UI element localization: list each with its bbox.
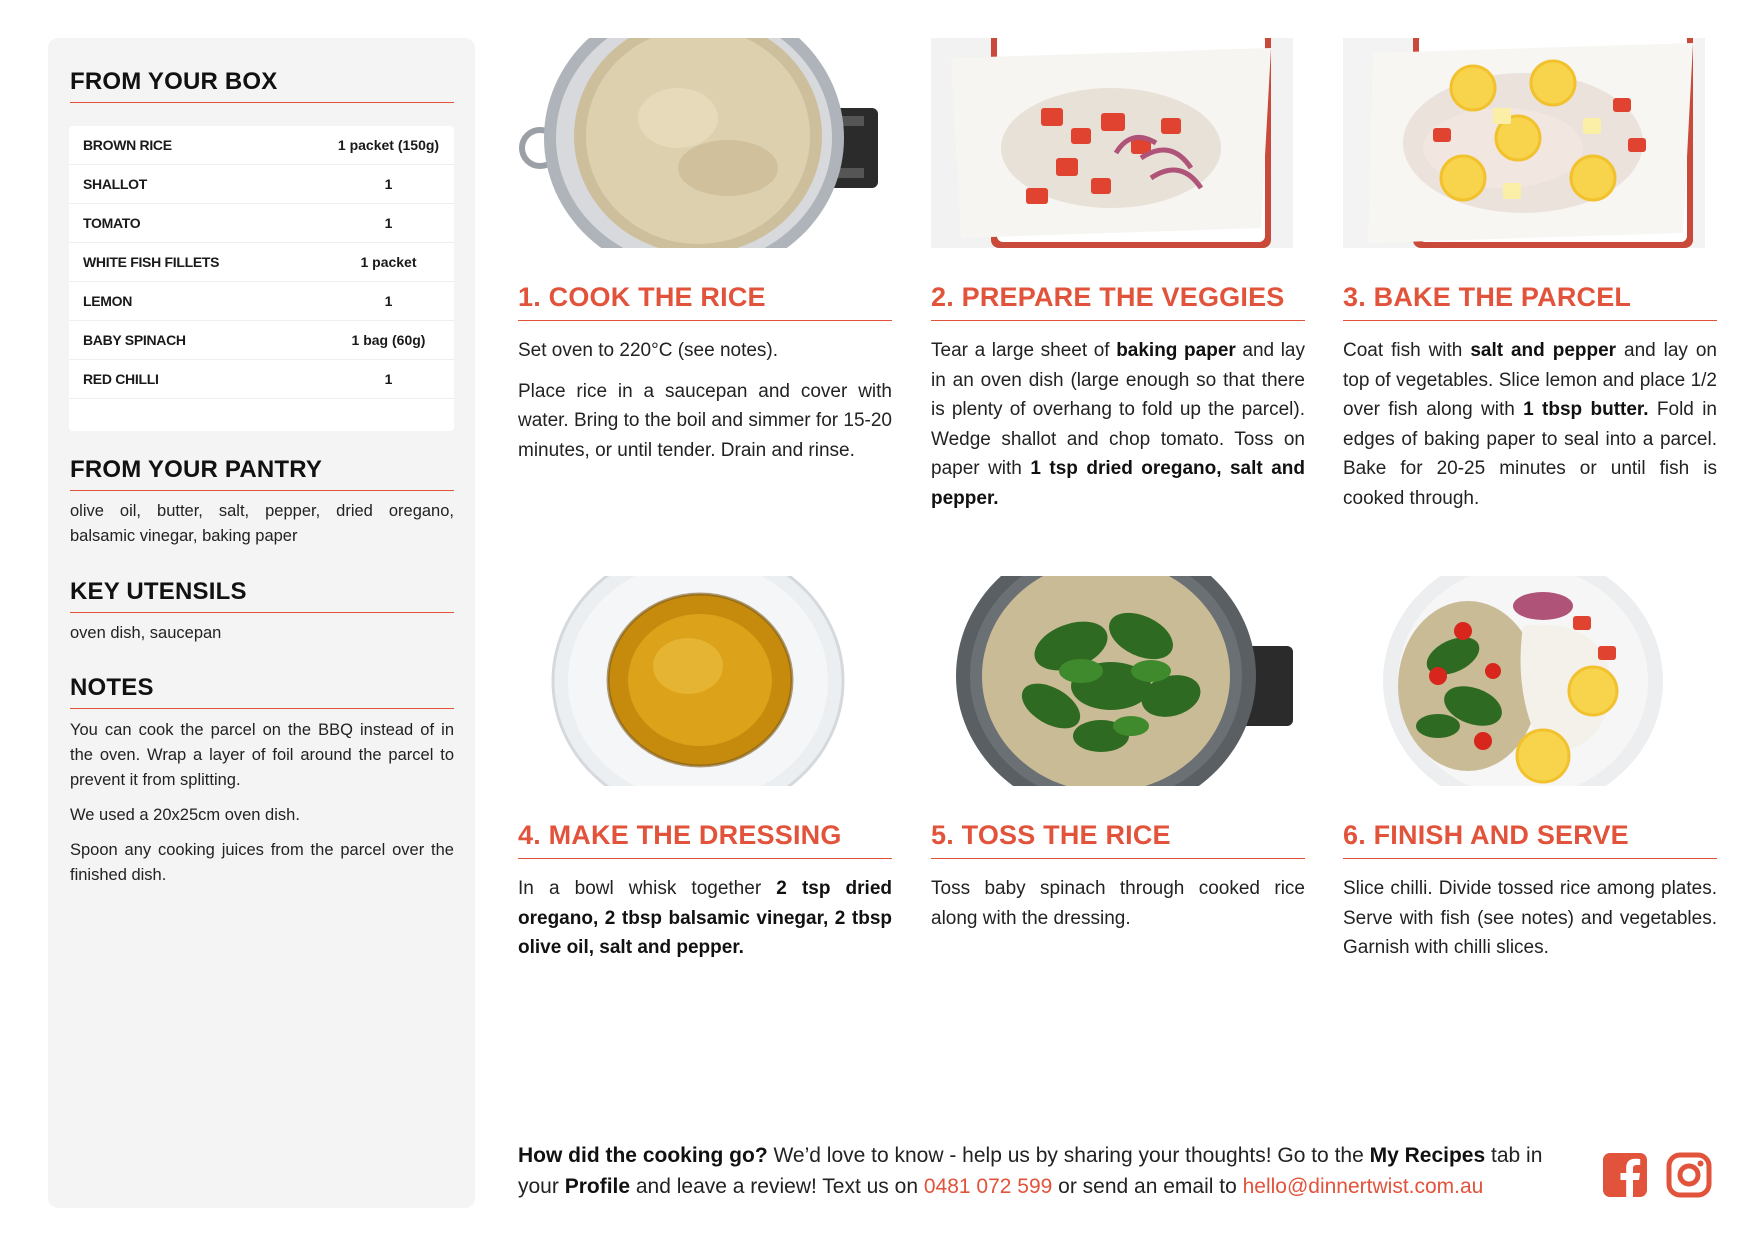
- ingredient-name: TOMATO: [83, 215, 141, 231]
- veggies-on-paper-image: [931, 38, 1293, 248]
- step-text-segment: Set oven to 220°C (see notes).: [518, 340, 779, 361]
- fish-parcel-image: [1343, 38, 1705, 248]
- ingredient-row: [69, 282, 454, 321]
- ingredient-row: [69, 321, 454, 360]
- step-text-segment: In a bowl whisk together: [518, 878, 777, 899]
- ingredient-qty: 1 bag (60g): [351, 332, 426, 348]
- email-link[interactable]: hello@dinnertwist.com.au: [1242, 1175, 1484, 1198]
- step-paragraph: [518, 377, 892, 466]
- step-text: [1343, 336, 1717, 524]
- finished-plate-image: [1343, 576, 1705, 786]
- step-text: [518, 336, 892, 476]
- footer-text: We’d love to know - help us by sharing your thoughts! Go to the: [767, 1144, 1370, 1167]
- ingredient-qty: 1: [384, 293, 393, 309]
- utensils-text: oven dish, saucepan: [70, 624, 222, 642]
- step-ingredient-emphasis: baking paper: [1116, 340, 1236, 361]
- ingredient-qty: 1 packet (150g): [337, 137, 440, 153]
- spinach-rice-pan-image: [931, 576, 1293, 786]
- step-text-segment: Slice chilli. Divide tossed rice among plates. Serve with fish (see notes) and vegetables. Garnish with chilli slices.: [1343, 878, 1717, 958]
- step-paragraph: [1343, 874, 1717, 963]
- footer-text: and leave a review! Text us on: [630, 1175, 924, 1198]
- ingredient-qty: 1: [384, 371, 393, 387]
- phone-link[interactable]: 0481 072 599: [923, 1175, 1053, 1198]
- step-text: [931, 336, 1305, 524]
- ingredient-name: BABY SPINACH: [83, 332, 186, 348]
- step-ingredient-emphasis: salt and pepper: [1470, 340, 1617, 361]
- ingredient-row: [69, 204, 454, 243]
- ingredient-name: LEMON: [83, 293, 133, 309]
- step-ingredient-emphasis: 2 tsp dried oregano, 2 tbsp balsamic vinegar, 2 tbsp olive oil, salt and pepper.: [518, 878, 892, 958]
- step-text-segment: Tear a large sheet of: [931, 340, 1117, 361]
- notes-title: NOTES: [70, 674, 454, 709]
- step-text-segment: and lay in an oven dish (large enough so that there is plenty of overhang to fold up the parcel). Wedge shallot and chop tomato. Toss on paper with: [931, 340, 1306, 479]
- ingredient-row: [69, 165, 454, 204]
- ingredient-row: [69, 360, 454, 399]
- notes-text: [70, 718, 454, 898]
- step-text-segment: Coat fish with: [1343, 340, 1471, 361]
- step-paragraph: [931, 336, 1305, 513]
- footer-text: or send an email to: [1052, 1175, 1243, 1198]
- rice-in-strainer-image: [518, 38, 880, 248]
- box-title: FROM YOUR BOX: [70, 68, 454, 103]
- ingredient-qty: 1: [384, 215, 393, 231]
- step-ingredient-emphasis: 1 tbsp butter.: [1523, 399, 1649, 420]
- utensils-title: KEY UTENSILS: [70, 578, 454, 613]
- step-text-segment: Fold in edges of baking paper to seal into a parcel. Bake for 20-25 minutes or until fish is cooked through.: [1343, 399, 1717, 509]
- note-item: You can cook the parcel on the BBQ instead of in the oven. Wrap a layer of foil around the parcel to prevent it from splitting.: [70, 721, 454, 789]
- ingredient-row: [69, 126, 454, 165]
- footer-question: How did the cooking go?: [518, 1144, 768, 1167]
- step-title: 4. MAKE THE DRESSING: [518, 820, 892, 859]
- facebook-icon[interactable]: [1602, 1152, 1648, 1198]
- step-text: [1343, 874, 1717, 974]
- profile-link[interactable]: Profile: [564, 1175, 631, 1198]
- step-paragraph: [518, 336, 892, 366]
- step-paragraph: [518, 874, 892, 963]
- ingredient-row: [69, 243, 454, 282]
- pantry-text: olive oil, butter, salt, pepper, dried oregano, balsamic vinegar, baking paper: [70, 502, 454, 545]
- footer-text: tab in your: [518, 1144, 1543, 1198]
- dressing-bowl-image: [518, 576, 880, 786]
- ingredients-table: [69, 126, 454, 431]
- feedback-footer: [518, 1140, 1578, 1202]
- note-item: Spoon any cooking juices from the parcel over the finished dish.: [70, 841, 454, 884]
- step-paragraph: [931, 874, 1305, 933]
- step-ingredient-emphasis: 1 tsp dried oregano, salt and pepper.: [931, 458, 1305, 509]
- step-paragraph: [1343, 336, 1717, 513]
- step-title: 6. FINISH AND SERVE: [1343, 820, 1717, 859]
- my-recipes-link[interactable]: My Recipes: [1369, 1144, 1486, 1167]
- step-text-segment: Toss baby spinach through cooked rice along with the dressing.: [931, 878, 1305, 929]
- ingredient-qty: 1 packet: [360, 254, 417, 270]
- step-text: [518, 874, 892, 974]
- step-text-segment: Place rice in a saucepan and cover with water. Bring to the boil and simmer for 15-20 minutes, or until tender. Drain and rinse.: [518, 380, 892, 461]
- instagram-icon[interactable]: [1666, 1152, 1712, 1198]
- step-title: 3. BAKE THE PARCEL: [1343, 282, 1717, 321]
- step-text: [931, 874, 1305, 944]
- ingredient-name: RED CHILLI: [83, 371, 159, 387]
- ingredient-name: SHALLOT: [83, 176, 148, 192]
- step-title: 1. COOK THE RICE: [518, 282, 892, 321]
- note-item: We used a 20x25cm oven dish.: [70, 806, 300, 824]
- pantry-title: FROM YOUR PANTRY: [70, 456, 454, 491]
- step-title: 5. TOSS THE RICE: [931, 820, 1305, 859]
- step-text-segment: and lay on top of vegetables. Slice lemon and place 1/2 over fish along with: [1343, 340, 1718, 420]
- ingredient-qty: 1: [384, 176, 393, 192]
- ingredient-name: BROWN RICE: [83, 137, 172, 153]
- sidebar-panel: [48, 38, 475, 1208]
- step-title: 2. PREPARE THE VEGGIES: [931, 282, 1305, 321]
- ingredient-name: WHITE FISH FILLETS: [83, 254, 220, 270]
